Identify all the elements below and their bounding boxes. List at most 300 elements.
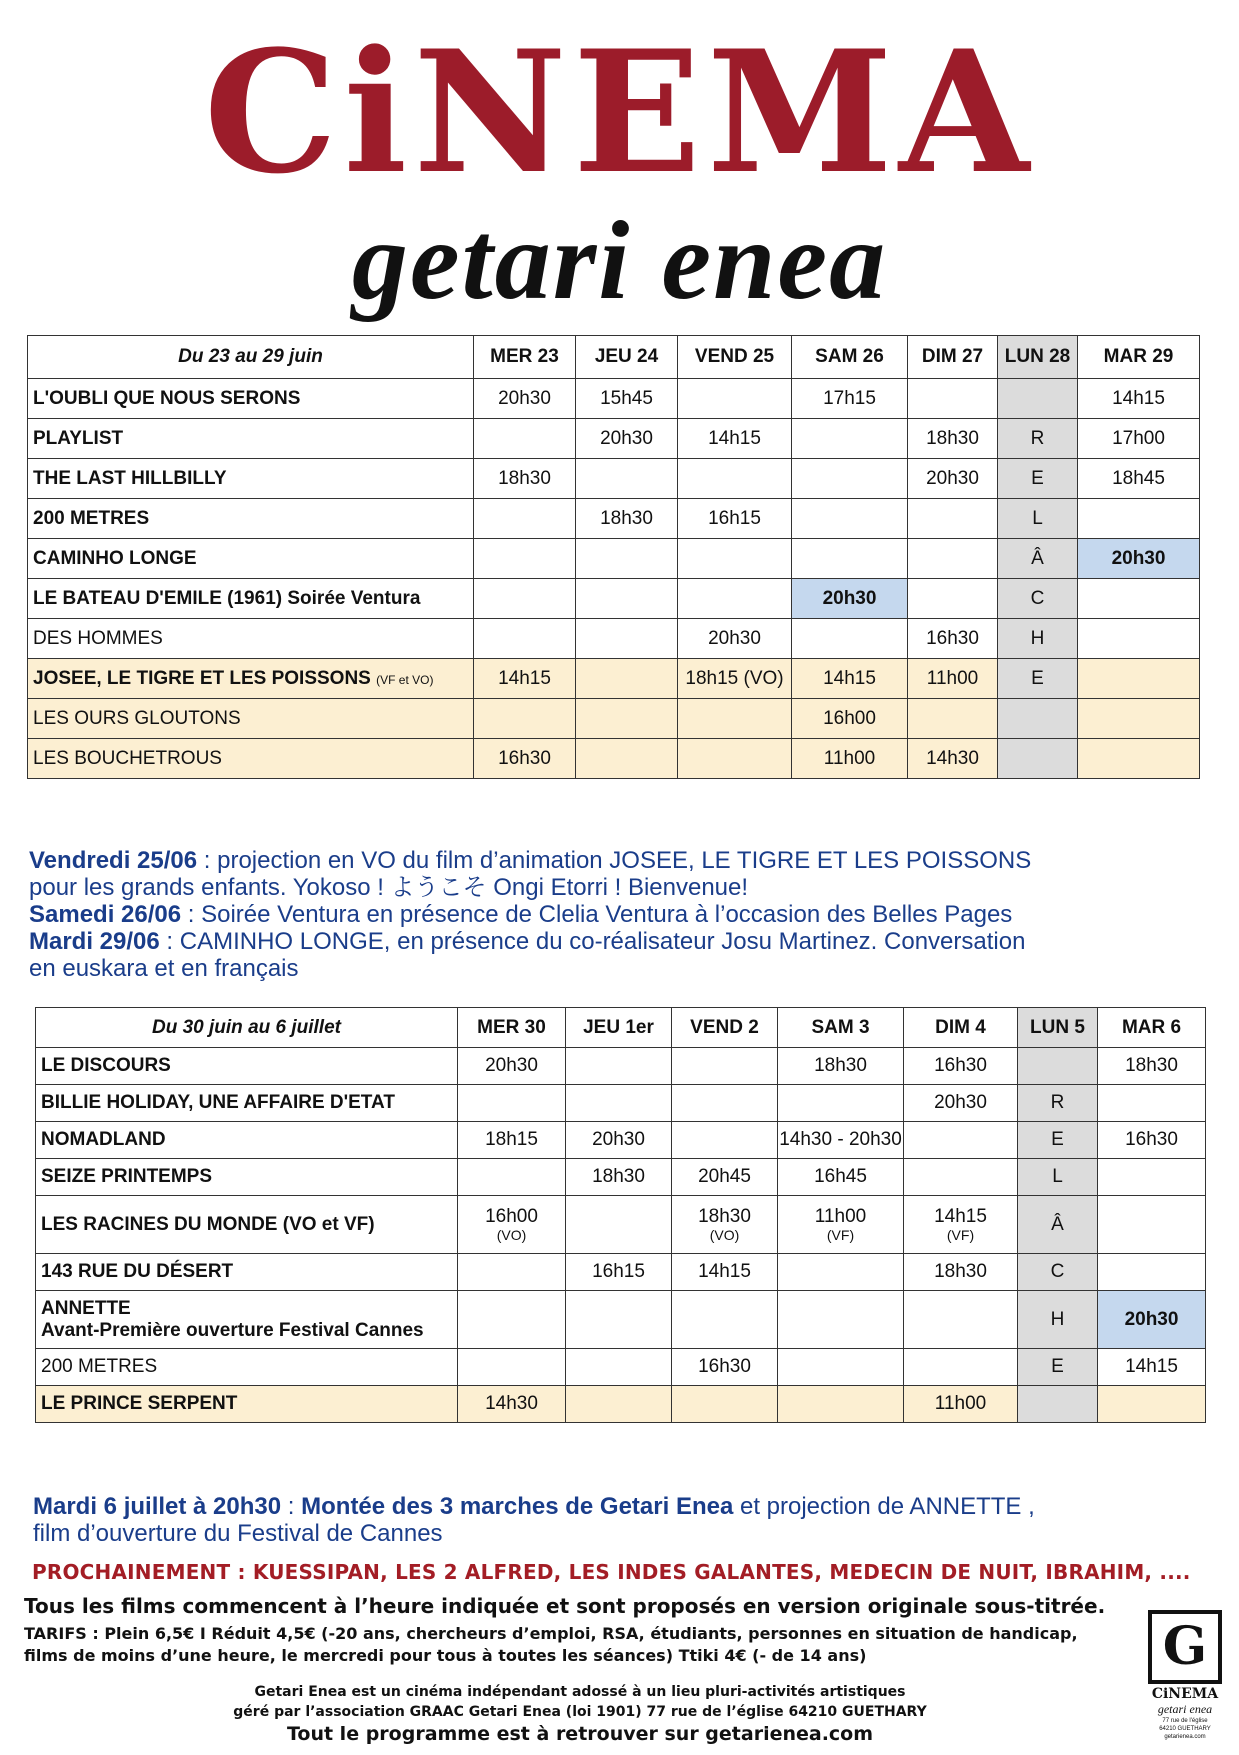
table-row — [28, 659, 1200, 699]
showtime-cell — [908, 539, 998, 579]
film-title-text: LES BOUCHETROUS — [33, 747, 222, 769]
showtime: C — [1050, 1261, 1065, 1282]
showtime: 18h30 — [1125, 1055, 1178, 1076]
closed-day-cell — [998, 459, 1078, 499]
table-row — [28, 539, 1200, 579]
closed-day-cell — [998, 619, 1078, 659]
showtime-cell — [792, 699, 908, 739]
showtime-cell — [678, 659, 792, 699]
showtime: 14h30 - 20h30 — [779, 1129, 902, 1150]
showtime: H — [1030, 627, 1045, 649]
week-1-header-row — [28, 336, 1200, 379]
film-title — [36, 1291, 458, 1349]
showtime: 11h00 — [934, 1393, 987, 1414]
film-title — [28, 499, 474, 539]
about-line-1: Getari Enea est un cinéma indépendant adossé à un lieu pluri-activités artistiques — [254, 1684, 906, 1700]
showtime-cell — [458, 1349, 566, 1386]
film-title — [36, 1085, 458, 1122]
showtime-cell — [566, 1349, 672, 1386]
showtime-cell — [904, 1254, 1018, 1291]
showtime: 20h30 — [592, 1129, 645, 1150]
notes-week-2 — [33, 1493, 1213, 1547]
day-header: VEND 25 — [678, 336, 792, 379]
table-row — [28, 699, 1200, 739]
showtime-cell — [1098, 1159, 1206, 1196]
table-row — [36, 1291, 1206, 1349]
showtime-cell — [576, 619, 678, 659]
showtime: E — [1051, 1356, 1064, 1377]
version-note: (VO) — [496, 1226, 527, 1243]
showtime: Â — [1051, 1213, 1064, 1235]
showtime-cell — [1078, 739, 1200, 779]
showtime-cell — [908, 459, 998, 499]
showtime: 20h30 — [600, 427, 653, 449]
showtime-cell — [1098, 1122, 1206, 1159]
film-title-line-1: ANNETTE — [41, 1297, 131, 1319]
showtime: 20h30 — [926, 467, 979, 489]
day-header: MER 30 — [458, 1008, 566, 1048]
vo-notice: Tous les films commencent à l’heure indiquée et sont proposés en version originale sous-titrée. — [24, 1594, 1106, 1618]
table-row — [28, 499, 1200, 539]
showtime-cell — [1078, 699, 1200, 739]
version-note: (VF) — [826, 1226, 855, 1243]
showtime-cell — [792, 579, 908, 619]
closed-day-cell — [1018, 1196, 1098, 1254]
showtime-cell — [672, 1386, 778, 1423]
showtime-cell — [566, 1386, 672, 1423]
showtime-cell — [566, 1048, 672, 1085]
showtime: 20h30 — [934, 1092, 987, 1113]
showtime-cell — [576, 539, 678, 579]
note-text: : Soirée Ventura en présence de Clelia Ventura à l’occasion des Belles Pages — [181, 901, 1013, 928]
showtime-cell — [566, 1085, 672, 1122]
showtime-cell — [904, 1386, 1018, 1423]
closed-day-cell — [998, 739, 1078, 779]
showtime: 20h30 — [822, 587, 877, 609]
showtime: C — [1030, 587, 1045, 609]
prices-line-2: films de moins d’une heure, le mercredi pour tous à toutes les séances) Ttiki 4€ (- de 14 ans) — [24, 1646, 867, 1665]
showtime-cell — [904, 1122, 1018, 1159]
showtime-cell — [576, 499, 678, 539]
showtime-cell — [458, 1048, 566, 1085]
day-header: SAM 3 — [778, 1008, 904, 1048]
showtime-cell — [458, 1085, 566, 1122]
table-row — [28, 459, 1200, 499]
showtime-cell — [678, 579, 792, 619]
showtime: E — [1051, 1129, 1064, 1150]
film-title — [28, 699, 474, 739]
cinema-subtitle: getari enea — [351, 199, 888, 323]
showtime: 14h15 — [823, 667, 876, 689]
note-event: Montée des 3 marches de Getari Enea — [301, 1493, 734, 1520]
film-title — [28, 459, 474, 499]
showtime-cell — [678, 699, 792, 739]
table-row — [28, 739, 1200, 779]
showtime-cell — [1078, 659, 1200, 699]
showtime-cell — [778, 1386, 904, 1423]
table-row — [36, 1349, 1206, 1386]
showtime-cell — [1078, 379, 1200, 419]
prices — [24, 1623, 1114, 1667]
showtime: 11h00 — [823, 747, 876, 769]
note-text: : projection en VO du film d’animation JOSEE, LE TIGRE ET LES POISSONS — [197, 847, 1032, 874]
film-title — [28, 419, 474, 459]
showtime-cell — [576, 379, 678, 419]
showtime-cell — [792, 539, 908, 579]
film-title-text: DES HOMMES — [33, 627, 163, 649]
showtime-cell — [904, 1159, 1018, 1196]
showtime: 18h30 — [592, 1166, 645, 1187]
showtime-cell — [1078, 459, 1200, 499]
showtime: L — [1052, 1166, 1063, 1187]
note-text: et projection de ANNETTE , — [733, 1493, 1035, 1520]
table-row — [36, 1159, 1206, 1196]
showtime: E — [1031, 467, 1044, 489]
showtime: H — [1050, 1308, 1065, 1330]
showtime-cell — [1098, 1048, 1206, 1085]
showtime-cell — [908, 699, 998, 739]
showtime-cell — [904, 1048, 1018, 1085]
showtime-cell — [474, 419, 576, 459]
day-header: JEU 1er — [566, 1008, 672, 1048]
showtime-cell — [904, 1085, 1018, 1122]
film-title-text: BILLIE HOLIDAY, UNE AFFAIRE D'ETAT — [41, 1092, 395, 1113]
day-header: JEU 24 — [576, 336, 678, 379]
showtime-cell — [1098, 1291, 1206, 1349]
schedule-week-2 — [35, 1007, 1206, 1423]
showtime: 18h30 — [498, 467, 551, 489]
film-title-text: CAMINHO LONGE — [33, 547, 197, 569]
showtime: 18h15 — [485, 1129, 538, 1150]
showtime-cell — [678, 539, 792, 579]
showtime: 11h00 — [926, 667, 979, 689]
showtime-cell — [792, 619, 908, 659]
logo-web: getarienea.com — [1164, 1734, 1206, 1740]
showtime: 18h30 — [934, 1261, 987, 1282]
cinema-logo — [1140, 1610, 1230, 1745]
table-row — [36, 1122, 1206, 1159]
showtime: Â — [1031, 547, 1044, 569]
showtime-cell — [1098, 1386, 1206, 1423]
logo-letter: G — [1162, 1616, 1208, 1677]
closed-day-cell — [1018, 1122, 1098, 1159]
closed-day-cell — [998, 579, 1078, 619]
showtime-cell — [1078, 619, 1200, 659]
showtime-cell — [458, 1159, 566, 1196]
showtime-cell — [576, 419, 678, 459]
showtime-cell — [908, 419, 998, 459]
note-date: Mardi 29/06 — [29, 928, 160, 955]
logo-address-2: 64210 GUETHARY — [1159, 1726, 1211, 1732]
closed-day-cell — [998, 539, 1078, 579]
showtime-cell — [672, 1159, 778, 1196]
note-line — [29, 928, 1209, 955]
logo-address-1: 77 rue de l'église — [1162, 1718, 1208, 1724]
closed-day-cell — [1018, 1048, 1098, 1085]
table-row — [36, 1085, 1206, 1122]
showtime-cell — [672, 1349, 778, 1386]
showtime: 16h00 — [485, 1205, 538, 1227]
showtime-cell — [458, 1254, 566, 1291]
day-header: LUN 28 — [998, 336, 1078, 379]
film-title — [28, 379, 474, 419]
showtime-cell — [1078, 539, 1200, 579]
showtime: 16h30 — [934, 1055, 987, 1076]
showtime: 20h45 — [698, 1166, 751, 1187]
showtime-cell — [778, 1048, 904, 1085]
showtime-cell — [1098, 1349, 1206, 1386]
showtime-cell — [474, 659, 576, 699]
showtime-cell — [566, 1159, 672, 1196]
showtime: 18h15 (VO) — [685, 667, 784, 689]
film-title-text: PLAYLIST — [33, 427, 124, 449]
showtime: 14h15 — [1112, 387, 1165, 409]
showtime-cell — [1078, 419, 1200, 459]
showtime-cell — [908, 619, 998, 659]
film-title — [36, 1349, 458, 1386]
table-row — [28, 379, 1200, 419]
showtime-cell — [672, 1254, 778, 1291]
showtime: 15h45 — [600, 387, 653, 409]
day-header: LUN 5 — [1018, 1008, 1098, 1048]
closed-day-cell — [998, 659, 1078, 699]
table-row — [28, 619, 1200, 659]
logo-name: CiNEMA — [1151, 1686, 1219, 1702]
showtime-cell — [566, 1254, 672, 1291]
showtime-cell — [908, 379, 998, 419]
note-line — [29, 955, 1209, 982]
showtime-cell — [576, 579, 678, 619]
showtime: L — [1032, 507, 1043, 529]
note-line — [29, 901, 1209, 928]
table-row — [28, 419, 1200, 459]
showtime: 16h30 — [698, 1356, 751, 1377]
film-title-text: LE BATEAU D'EMILE (1961) Soirée Ventura — [33, 587, 421, 609]
showtime: 18h45 — [1112, 467, 1165, 489]
film-title — [28, 539, 474, 579]
showtime-cell — [908, 579, 998, 619]
film-title-text: LES RACINES DU MONDE (VO et VF) — [41, 1213, 375, 1235]
day-header: VEND 2 — [672, 1008, 778, 1048]
logo-sub: getari enea — [1157, 1702, 1213, 1716]
film-title-text: THE LAST HILLBILLY — [33, 467, 227, 489]
showtime: 16h30 — [498, 747, 551, 769]
showtime: 14h15 — [498, 667, 551, 689]
showtime-cell — [678, 459, 792, 499]
showtime-cell — [566, 1291, 672, 1349]
showtime-cell — [458, 1291, 566, 1349]
note-date: Vendredi 25/06 — [29, 847, 198, 874]
showtime-cell — [904, 1291, 1018, 1349]
showtime: 18h30 — [600, 507, 653, 529]
showtime: 16h30 — [926, 627, 979, 649]
showtime-cell — [576, 459, 678, 499]
day-header: DIM 27 — [908, 336, 998, 379]
showtime-cell — [474, 459, 576, 499]
showtime-cell — [672, 1048, 778, 1085]
table-row — [28, 579, 1200, 619]
showtime: 18h30 — [926, 427, 979, 449]
note-text: : CAMINHO LONGE, en présence du co-réalisateur Josu Martinez. Conversation — [159, 928, 1026, 955]
day-header: MAR 6 — [1098, 1008, 1206, 1048]
film-title — [28, 619, 474, 659]
film-title-text: SEIZE PRINTEMPS — [41, 1166, 213, 1187]
showtime: 14h15 — [934, 1205, 987, 1227]
film-title — [28, 579, 474, 619]
film-title-text: 200 METRES — [33, 507, 150, 529]
closed-day-cell — [998, 499, 1078, 539]
day-header: MER 23 — [474, 336, 576, 379]
showtime-cell — [474, 499, 576, 539]
showtime-cell — [672, 1085, 778, 1122]
day-header: DIM 4 — [904, 1008, 1018, 1048]
film-title — [36, 1159, 458, 1196]
showtime-cell — [778, 1196, 904, 1254]
showtime-cell — [458, 1196, 566, 1254]
day-header: MAR 29 — [1078, 336, 1200, 379]
showtime-cell — [672, 1196, 778, 1254]
day-header: SAM 26 — [792, 336, 908, 379]
showtime: R — [1050, 1092, 1065, 1113]
showtime: 17h15 — [823, 387, 876, 409]
showtime-cell — [576, 699, 678, 739]
schedule-week-1 — [27, 335, 1200, 779]
film-title-text: NOMADLAND — [41, 1129, 166, 1150]
showtime: 11h00 — [814, 1205, 867, 1227]
closed-day-cell — [1018, 1349, 1098, 1386]
cinema-title: CiNEMA — [203, 13, 1036, 211]
film-title — [28, 739, 474, 779]
film-title-text: LES OURS GLOUTONS — [33, 707, 241, 729]
showtime: 20h30 — [485, 1055, 538, 1076]
about-line-2: géré par l’association GRAAC Getari Enea (loi 1901) 77 rue de l’église 64210 GUETHARY — [233, 1704, 927, 1720]
closed-day-cell — [1018, 1159, 1098, 1196]
showtime: 18h30 — [698, 1205, 751, 1227]
closed-day-cell — [998, 419, 1078, 459]
showtime-cell — [1098, 1085, 1206, 1122]
showtime-cell — [458, 1386, 566, 1423]
showtime-cell — [678, 619, 792, 659]
period-header: Du 30 juin au 6 juillet — [36, 1008, 458, 1048]
showtime: E — [1031, 667, 1044, 689]
showtime-cell — [672, 1291, 778, 1349]
prices-line-1: TARIFS : Plein 6,5€ I Réduit 4,5€ (-20 ans, chercheurs d’emploi, RSA, étudiants, personnes en situation de handicap, — [24, 1624, 1078, 1643]
showtime: 14h30 — [926, 747, 979, 769]
showtime-cell — [778, 1291, 904, 1349]
showtime-cell — [1098, 1254, 1206, 1291]
showtime: 14h30 — [485, 1393, 538, 1414]
showtime-cell — [458, 1122, 566, 1159]
film-title — [36, 1386, 458, 1423]
table-row — [36, 1048, 1206, 1085]
showtime-cell — [778, 1349, 904, 1386]
film-title-text: 143 RUE DU DÉSERT — [41, 1261, 234, 1282]
showtime: 16h15 — [592, 1261, 645, 1282]
note-text: en euskara et en français — [29, 955, 299, 982]
website-line: Tout le programme est à retrouver sur getarienea.com — [286, 1723, 874, 1745]
showtime-cell — [792, 739, 908, 779]
closed-day-cell — [1018, 1254, 1098, 1291]
showtime-cell — [678, 379, 792, 419]
showtime: 16h15 — [708, 507, 761, 529]
notes-week-1 — [29, 847, 1209, 982]
showtime-cell — [908, 659, 998, 699]
showtime-cell — [566, 1122, 672, 1159]
showtime-cell — [792, 379, 908, 419]
film-title — [36, 1122, 458, 1159]
note-date: Mardi 6 juillet à 20h30 — [33, 1493, 282, 1520]
showtime-cell — [678, 499, 792, 539]
showtime: 14h15 — [698, 1261, 751, 1282]
version-note: (VF) — [946, 1226, 975, 1243]
showtime-cell — [576, 659, 678, 699]
showtime: 20h30 — [1111, 547, 1166, 569]
closed-day-cell — [1018, 1386, 1098, 1423]
film-title — [36, 1196, 458, 1254]
showtime-cell — [792, 459, 908, 499]
showtime: 16h45 — [814, 1166, 867, 1187]
film-title-text: 200 METRES — [41, 1356, 158, 1377]
closed-day-cell — [1018, 1291, 1098, 1349]
week-2-header-row — [36, 1008, 1206, 1048]
showtime-cell — [792, 419, 908, 459]
closed-day-cell — [1018, 1085, 1098, 1122]
showtime-cell — [678, 419, 792, 459]
version-tag: (VF et VO) — [376, 672, 434, 687]
showtime: 20h30 — [1124, 1308, 1179, 1330]
showtime-cell — [474, 539, 576, 579]
note-text-2: film d’ouverture du Festival de Cannes — [33, 1520, 443, 1547]
note-separator: : — [281, 1493, 302, 1520]
showtime-cell — [1098, 1196, 1206, 1254]
showtime-cell — [474, 619, 576, 659]
film-title-text: LE PRINCE SERPENT — [41, 1393, 238, 1414]
version-note: (VO) — [709, 1226, 740, 1243]
film-title-line-2: Avant-Première ouverture Festival Cannes — [41, 1319, 424, 1341]
closed-day-cell — [998, 699, 1078, 739]
showtime-cell — [678, 739, 792, 779]
showtime-cell — [778, 1122, 904, 1159]
showtime-cell — [474, 579, 576, 619]
film-title — [36, 1254, 458, 1291]
note-line — [29, 874, 1209, 901]
showtime-cell — [474, 699, 576, 739]
showtime-cell — [792, 659, 908, 699]
showtime-cell — [904, 1196, 1018, 1254]
showtime: 14h15 — [1125, 1356, 1178, 1377]
showtime: 20h30 — [708, 627, 761, 649]
film-title — [28, 659, 474, 699]
showtime-cell — [1078, 499, 1200, 539]
showtime: 17h00 — [1112, 427, 1165, 449]
showtime-cell — [474, 379, 576, 419]
note-date: Samedi 26/06 — [29, 901, 182, 928]
showtime-cell — [904, 1349, 1018, 1386]
showtime-cell — [778, 1254, 904, 1291]
showtime-cell — [778, 1085, 904, 1122]
period-header: Du 23 au 29 juin — [28, 336, 474, 379]
showtime-cell — [474, 739, 576, 779]
showtime: 14h15 — [708, 427, 761, 449]
table-row — [36, 1196, 1206, 1254]
film-title-text: LE DISCOURS — [41, 1055, 171, 1076]
showtime-cell — [1078, 579, 1200, 619]
showtime-cell — [792, 499, 908, 539]
showtime: R — [1030, 427, 1045, 449]
showtime: 16h30 — [1125, 1129, 1178, 1150]
film-title-text: L'OUBLI QUE NOUS SERONS — [33, 387, 301, 409]
coming-soon: PROCHAINEMENT : KUESSIPAN, LES 2 ALFRED, LES INDES GALANTES, MEDECIN DE NUIT, IBRAHIM, .... — [32, 1560, 1191, 1584]
